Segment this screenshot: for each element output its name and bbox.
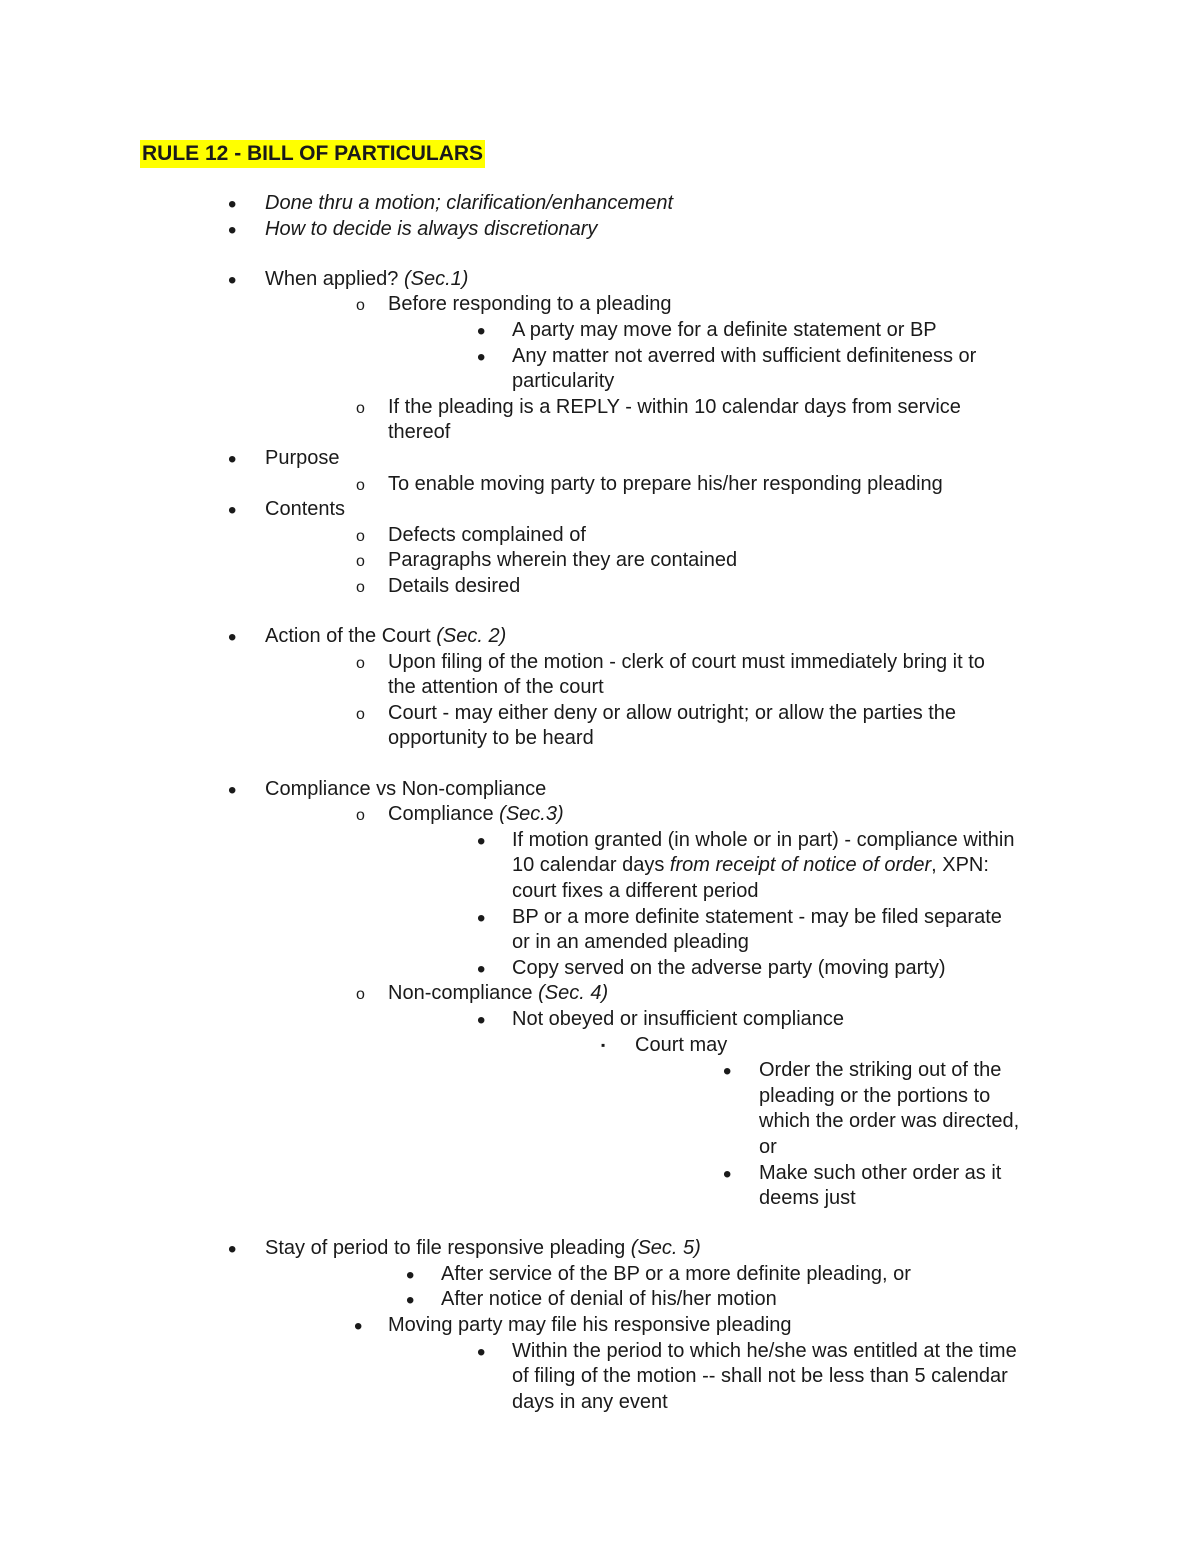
- list-item-text: How to decide is always discretionary: [265, 218, 598, 240]
- bullet-icon: [354, 1313, 362, 1340]
- circle-bullet-icon: [356, 701, 365, 727]
- list-item: [388, 395, 961, 420]
- list-item-text: Contents: [265, 498, 346, 520]
- list-item-text: (Sec. 4): [538, 982, 609, 1004]
- list-item: [512, 318, 937, 343]
- list-item: [441, 1287, 777, 1312]
- list-item-continuation: [512, 369, 614, 394]
- list-item-text: court fixes a different period: [512, 880, 759, 902]
- list-item: [265, 191, 673, 216]
- list-item: [388, 472, 943, 497]
- list-item: [265, 497, 345, 522]
- list-item-text: thereof: [388, 421, 451, 443]
- list-item: [265, 217, 597, 242]
- list-item-text: After notice of denial of his/her motion: [441, 1288, 777, 1310]
- list-item-continuation: [512, 853, 989, 878]
- list-item-text: Any matter not averred with sufficient definiteness or: [512, 345, 977, 367]
- bullet-icon: [228, 267, 236, 294]
- rule-title: RULE 12 - BILL OF PARTICULARS: [140, 140, 485, 168]
- bullet-icon: [228, 777, 236, 804]
- list-item-text: Details desired: [388, 575, 521, 597]
- bullet-icon: [477, 318, 485, 345]
- list-item: [265, 624, 506, 649]
- circle-bullet-icon: [356, 574, 365, 600]
- list-item-text: Purpose: [265, 447, 340, 469]
- list-item-text: from receipt of notice of order: [669, 854, 932, 876]
- list-item: [265, 267, 468, 292]
- list-item: [441, 1262, 911, 1287]
- list-item-text: (Sec.3): [499, 803, 564, 825]
- bullet-icon: [477, 956, 485, 983]
- list-item-text: Make such other order as it: [759, 1162, 1002, 1184]
- bullet-icon: [228, 217, 236, 244]
- list-item: [265, 777, 546, 802]
- list-item-continuation: [388, 726, 594, 751]
- list-item-continuation: [388, 420, 450, 445]
- bullet-icon: [228, 446, 236, 473]
- square-bullet-icon: [601, 1033, 605, 1060]
- list-item: [759, 1161, 1001, 1186]
- circle-bullet-icon: [356, 981, 365, 1007]
- list-item-text: To enable moving party to prepare his/her responding pleading: [388, 473, 943, 495]
- list-item-text: particularity: [512, 370, 615, 392]
- list-item-continuation: [759, 1084, 990, 1109]
- list-item: [512, 956, 946, 981]
- list-item: [388, 981, 608, 1006]
- list-item-text: A party may move for a definite statement or BP: [512, 319, 937, 341]
- list-item: [388, 802, 564, 827]
- list-item-text: or in an amended pleading: [512, 931, 749, 953]
- list-item: [265, 1236, 701, 1261]
- list-item-text: (Sec. 2): [436, 625, 507, 647]
- list-item-text: of filing of the motion -- shall not be less than 5 calendar: [512, 1365, 1008, 1387]
- bullet-icon: [477, 1007, 485, 1034]
- bullet-icon: [228, 624, 236, 651]
- list-item-text: Paragraphs wherein they are contained: [388, 549, 738, 571]
- list-item: [635, 1033, 727, 1058]
- list-item-continuation: [512, 1364, 1008, 1389]
- list-item-text: Action of the Court: [265, 625, 437, 647]
- list-item: [388, 292, 672, 317]
- list-item-text: Court - may either deny or allow outright; or allow the parties the: [388, 702, 957, 724]
- list-item-text: or: [759, 1136, 777, 1158]
- list-item-continuation: [512, 930, 749, 955]
- list-item: [512, 344, 976, 369]
- list-item-text: (Sec.1): [403, 268, 469, 290]
- circle-bullet-icon: [356, 523, 365, 549]
- list-item-text: (Sec. 5): [630, 1237, 701, 1259]
- list-item-text: When applied?: [265, 268, 404, 290]
- list-item-continuation: [388, 675, 604, 700]
- list-item-text: If motion granted (in whole or in part) - compliance within: [512, 829, 1015, 851]
- list-item: [512, 828, 1014, 853]
- list-item: [388, 1313, 792, 1338]
- list-item-text: days in any event: [512, 1391, 668, 1413]
- list-item-text: Non-compliance: [388, 982, 539, 1004]
- list-item-text: , XPN:: [931, 854, 989, 876]
- bullet-icon: [406, 1287, 414, 1314]
- circle-bullet-icon: [356, 395, 365, 421]
- list-item-text: After service of the BP or a more definite pleading, or: [441, 1263, 911, 1285]
- list-item-continuation: [759, 1109, 1019, 1134]
- circle-bullet-icon: [356, 650, 365, 676]
- bullet-icon: [477, 344, 485, 371]
- list-item-continuation: [759, 1186, 856, 1211]
- list-item-text: Done thru a motion; clarification/enhancement: [265, 192, 674, 214]
- list-item-text: Not obeyed or insufficient compliance: [512, 1008, 845, 1030]
- list-item-text: Court may: [635, 1034, 728, 1056]
- list-item-text: Compliance vs Non-compliance: [265, 778, 547, 800]
- bullet-icon: [723, 1161, 731, 1188]
- list-item: [512, 905, 1002, 930]
- list-item: [388, 701, 956, 726]
- list-item-text: Defects complained of: [388, 524, 586, 546]
- list-item-text: opportunity to be heard: [388, 727, 594, 749]
- bullet-icon: [723, 1058, 731, 1085]
- list-item-continuation: [512, 1390, 668, 1415]
- bullet-icon: [228, 191, 236, 218]
- list-item: [265, 446, 340, 471]
- bullet-icon: [228, 497, 236, 524]
- list-item-text: which the order was directed,: [759, 1110, 1020, 1132]
- bullet-icon: [406, 1262, 414, 1289]
- list-item-text: Stay of period to file responsive pleading: [265, 1237, 631, 1259]
- list-item-text: Before responding to a pleading: [388, 293, 672, 315]
- list-item-text: Upon filing of the motion - clerk of court must immediately bring it to: [388, 651, 985, 673]
- list-item-continuation: [512, 879, 758, 904]
- list-item: [512, 1007, 844, 1032]
- circle-bullet-icon: [356, 548, 365, 574]
- list-item-text: Copy served on the adverse party (moving party): [512, 957, 946, 979]
- list-item: [388, 523, 586, 548]
- list-item: [512, 1339, 1017, 1364]
- bullet-icon: [477, 828, 485, 855]
- list-item-text: 10 calendar days: [512, 854, 670, 876]
- list-item-continuation: [759, 1135, 777, 1160]
- list-item-text: Within the period to which he/she was entitled at the time: [512, 1340, 1017, 1362]
- list-item-text: Order the striking out of the: [759, 1059, 1002, 1081]
- list-item-text: BP or a more definite statement - may be filed separate: [512, 906, 1002, 928]
- circle-bullet-icon: [356, 292, 365, 318]
- list-item: [388, 548, 737, 573]
- list-item-text: If the pleading is a REPLY - within 10 calendar days from service: [388, 396, 961, 418]
- bullet-icon: [228, 1236, 236, 1263]
- bullet-icon: [477, 1339, 485, 1366]
- circle-bullet-icon: [356, 472, 365, 498]
- bullet-icon: [477, 905, 485, 932]
- circle-bullet-icon: [356, 802, 365, 828]
- list-item-text: deems just: [759, 1187, 856, 1209]
- list-item: [388, 650, 985, 675]
- list-item: [759, 1058, 1001, 1083]
- list-item-text: the attention of the court: [388, 676, 604, 698]
- list-item-text: pleading or the portions to: [759, 1085, 991, 1107]
- list-item-text: Compliance: [388, 803, 500, 825]
- list-item: [388, 574, 520, 599]
- list-item-text: Moving party may file his responsive pleading: [388, 1314, 792, 1336]
